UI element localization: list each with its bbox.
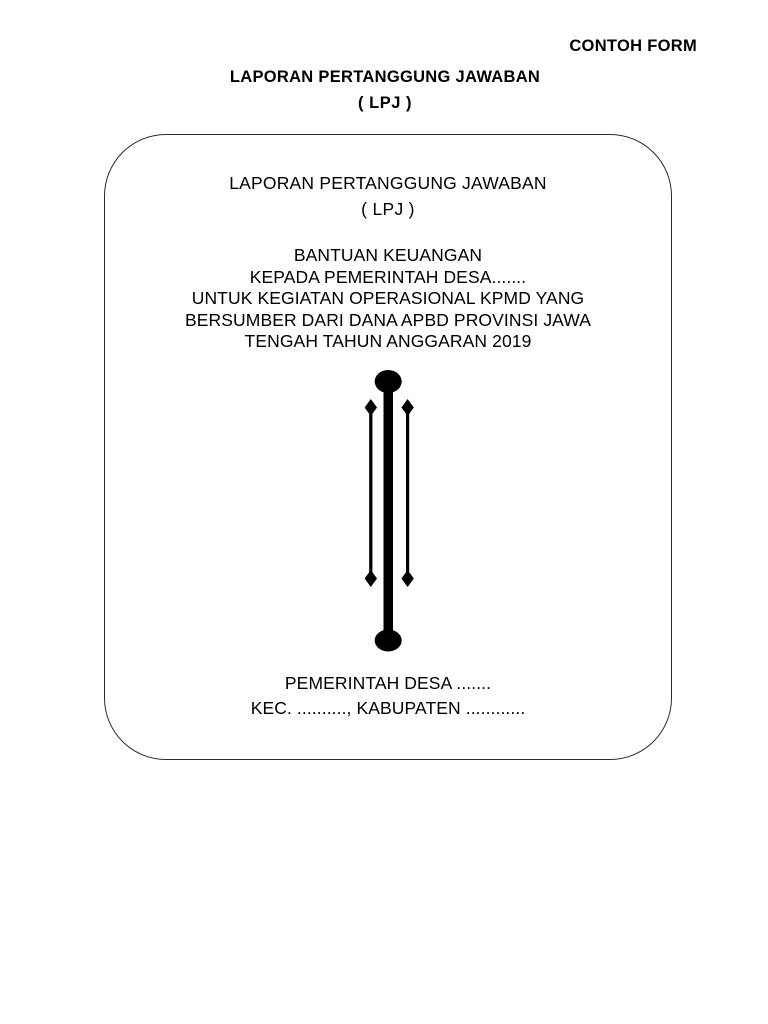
emblem-icon (333, 367, 443, 663)
cover-subtitle: ( LPJ ) (361, 199, 415, 219)
description-line: BANTUAN KEUANGAN (293, 245, 483, 265)
header-subtitle: ( LPJ ) (358, 94, 412, 112)
cover-title: LAPORAN PERTANGGUNG JAWABAN (229, 173, 547, 193)
right-bar-icon (401, 399, 413, 587)
cover-description-block (105, 245, 671, 353)
description-line: TENGAH TAHUN ANGGARAN 2019 (244, 331, 532, 351)
description-line: KEPADA PEMERINTAH DESA....... (249, 266, 527, 287)
description-line: UNTUK KEGIATAN OPERASIONAL KPMD YANG (191, 288, 585, 308)
header-title: LAPORAN PERTANGGUNG JAWABAN (229, 68, 541, 86)
contoh-form-stamp: CONTOH FORM (569, 37, 697, 55)
cover-content (105, 135, 671, 759)
footer-line: KEC. .........., KABUPATEN ............ (250, 698, 526, 718)
cover-footer-block (105, 671, 671, 721)
left-bar-icon (365, 399, 377, 587)
cover-page-box (104, 134, 672, 760)
description-line: BERSUMBER DARI DANA APBD PROVINSI JAWA (184, 309, 592, 330)
footer-line: PEMERINTAH DESA ....... (284, 673, 492, 693)
emblem-placeholder-graphic (105, 367, 671, 663)
center-bar-icon (375, 370, 402, 652)
